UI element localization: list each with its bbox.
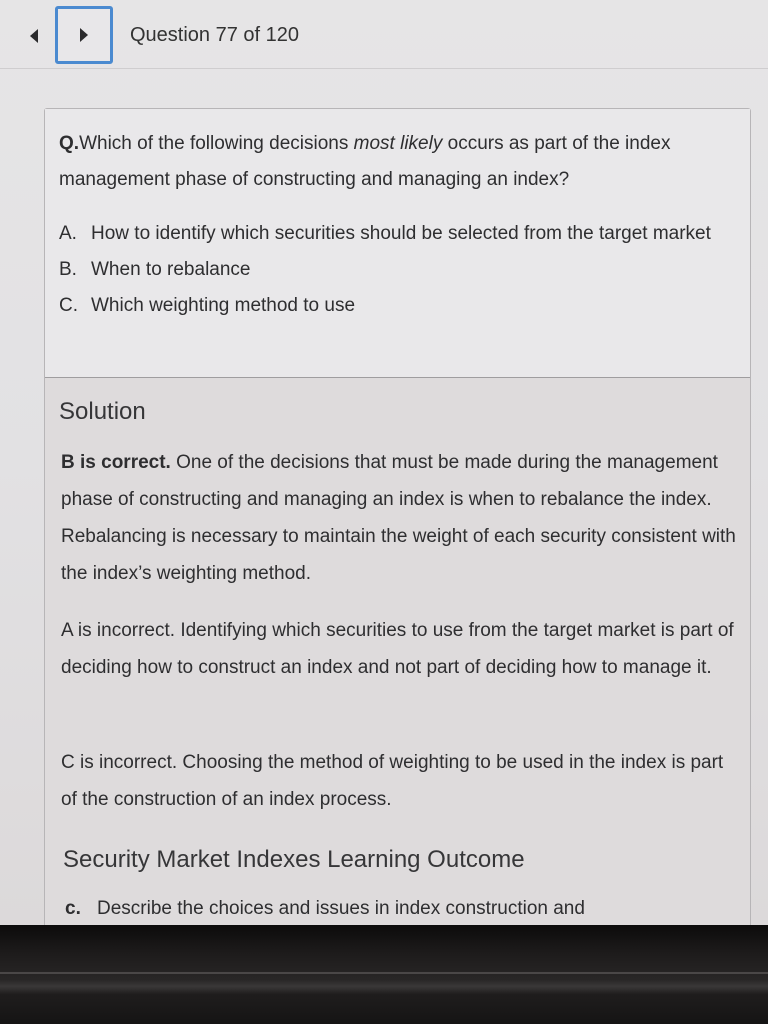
learning-outcome-title: Security Market Indexes Learning Outcome: [63, 846, 525, 873]
question-text-after: occurs as part of the index management phase of constructing and managing an index?: [59, 133, 671, 190]
question-card: [44, 108, 751, 925]
choice-letter: A.: [59, 223, 77, 244]
choice-a[interactable]: [59, 216, 719, 252]
caret-right-icon: [78, 27, 90, 43]
choice-c[interactable]: [59, 288, 719, 324]
question-nav-bar: [0, 0, 768, 69]
next-question-button[interactable]: [55, 6, 113, 64]
learning-outcome-text: Describe the choices and issues in index construction and: [97, 898, 585, 919]
choice-letter: B.: [59, 259, 77, 280]
solution-correct-paragraph: [61, 444, 741, 592]
choice-b[interactable]: [59, 252, 719, 288]
caret-left-icon: [28, 28, 40, 44]
question-text-before: Which of the following decisions: [79, 133, 354, 154]
answer-choices: [59, 216, 719, 324]
choice-text: How to identify which securities should be selected from the target market: [91, 223, 711, 244]
correct-answer-explanation: One of the decisions that must be made during the management phase of constructing and managing an index is when to rebalance the index. Rebalancing is necessary to maintain the weight of each security consistent with the index’s weighting method.: [61, 452, 736, 584]
learning-outcome-item: [65, 894, 725, 924]
question-emphasis: most likely: [353, 133, 443, 154]
question-section: [45, 109, 750, 377]
previous-question-button[interactable]: [24, 24, 44, 48]
bezel-edge: [0, 972, 768, 974]
question-counter: Question 77 of 120: [130, 24, 300, 46]
solution-section: [45, 378, 750, 925]
solution-title: Solution: [59, 398, 146, 425]
solution-incorrect-a-paragraph: A is incorrect. Identifying which securities to use from the target market is part of deciding how to construct an index and not part of deciding how to manage it.: [61, 620, 734, 678]
correct-answer-lead: B is correct.: [61, 452, 171, 473]
choice-letter: C.: [59, 295, 78, 316]
question-prefix: Q.: [59, 133, 80, 154]
choice-text: When to rebalance: [91, 259, 251, 280]
question-text: [59, 126, 739, 198]
solution-incorrect-c-paragraph: C is incorrect. Choosing the method of weighting to be used in the index is part of the construction of an index process.: [61, 752, 724, 810]
choice-text: Which weighting method to use: [91, 295, 356, 316]
learning-outcome-letter: c.: [65, 898, 81, 919]
device-bezel: [0, 925, 768, 1024]
